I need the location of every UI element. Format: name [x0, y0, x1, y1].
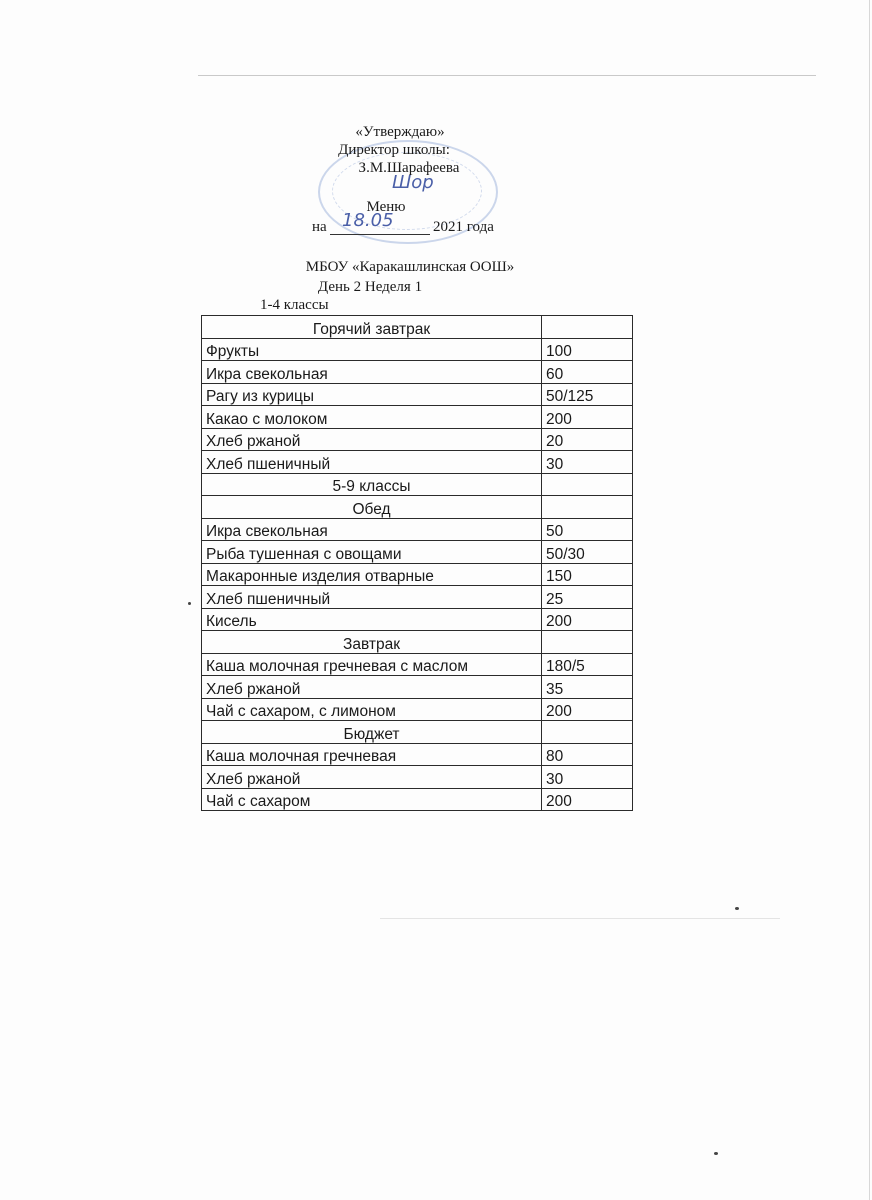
- scan-artifact-bottom-line: [380, 918, 780, 919]
- scan-artifact-edge: [869, 0, 870, 1200]
- portion-size: 30: [542, 451, 633, 474]
- menu-item-row: [202, 653, 633, 676]
- portion-size: [542, 631, 633, 654]
- portion-size: 200: [542, 788, 633, 811]
- portion-size: 50/125: [542, 383, 633, 406]
- menu-section-row: [202, 473, 633, 496]
- dish-name: Кисель: [202, 608, 542, 631]
- director-signature: Шор: [392, 172, 434, 193]
- menu-section-row: [202, 316, 633, 339]
- menu-section-row: [202, 631, 633, 654]
- section-title: Горячий завтрак: [202, 316, 542, 339]
- portion-size: 50: [542, 518, 633, 541]
- menu-item-row: [202, 541, 633, 564]
- portion-size: 200: [542, 406, 633, 429]
- scan-artifact-dot: [735, 907, 739, 910]
- portion-size: 50/30: [542, 541, 633, 564]
- dish-name: Хлеб пшеничный: [202, 586, 542, 609]
- portion-size: 20: [542, 428, 633, 451]
- menu-table-body: [202, 316, 633, 811]
- director-name: З.М.Шарафеева: [358, 160, 460, 176]
- menu-section-row: [202, 496, 633, 519]
- menu-item-row: [202, 676, 633, 699]
- dish-name: Хлеб ржаной: [202, 766, 542, 789]
- menu-title: Меню: [366, 199, 406, 215]
- section-title: Обед: [202, 496, 542, 519]
- dish-name: Каша молочная гречневая с маслом: [202, 653, 542, 676]
- portion-size: 200: [542, 608, 633, 631]
- menu-item-row: [202, 698, 633, 721]
- portion-size: 35: [542, 676, 633, 699]
- section-title: 5-9 классы: [202, 473, 542, 496]
- portion-size: [542, 473, 633, 496]
- date-handwritten: 18.05: [342, 210, 394, 231]
- section-title: Бюджет: [202, 721, 542, 744]
- portion-size: 30: [542, 766, 633, 789]
- menu-item-row: [202, 338, 633, 361]
- dish-name: Рагу из курицы: [202, 383, 542, 406]
- section-title: Завтрак: [202, 631, 542, 654]
- menu-item-row: [202, 451, 633, 474]
- menu-item-row: [202, 428, 633, 451]
- date-prefix: на: [312, 219, 327, 235]
- scan-artifact-dot: [188, 602, 191, 605]
- dish-name: Фрукты: [202, 338, 542, 361]
- dish-name: Икра свекольная: [202, 361, 542, 384]
- portion-size: [542, 316, 633, 339]
- dish-name: Рыба тушенная с овощами: [202, 541, 542, 564]
- menu-item-row: [202, 586, 633, 609]
- scan-artifact-top-line: [198, 75, 816, 76]
- portion-size: 180/5: [542, 653, 633, 676]
- portion-size: [542, 721, 633, 744]
- portion-size: 60: [542, 361, 633, 384]
- dish-name: Чай с сахаром: [202, 788, 542, 811]
- menu-item-row: [202, 563, 633, 586]
- menu-item-row: [202, 518, 633, 541]
- dish-name: Какао с молоком: [202, 406, 542, 429]
- menu-item-row: [202, 766, 633, 789]
- portion-size: 150: [542, 563, 633, 586]
- dish-name: Хлеб ржаной: [202, 428, 542, 451]
- dish-name: Макаронные изделия отварные: [202, 563, 542, 586]
- menu-item-row: [202, 383, 633, 406]
- classes-1-4-label: 1-4 классы: [260, 297, 329, 313]
- dish-name: Хлеб ржаной: [202, 676, 542, 699]
- portion-size: 80: [542, 743, 633, 766]
- menu-item-row: [202, 788, 633, 811]
- dish-name: Каша молочная гречневая: [202, 743, 542, 766]
- approve-label: «Утверждаю»: [355, 124, 445, 140]
- scan-artifact-dot: [714, 1152, 718, 1155]
- menu-item-row: [202, 743, 633, 766]
- menu-table: [201, 315, 633, 811]
- portion-size: [542, 496, 633, 519]
- portion-size: 100: [542, 338, 633, 361]
- dish-name: Хлеб пшеничный: [202, 451, 542, 474]
- director-title: Директор школы:: [338, 142, 450, 158]
- day-week: День 2 Неделя 1: [317, 279, 423, 295]
- date-suffix: 2021 года: [433, 219, 494, 235]
- dish-name: Икра свекольная: [202, 518, 542, 541]
- school-name: МБОУ «Каракашлинская ООШ»: [305, 259, 515, 275]
- dish-name: Чай с сахаром, с лимоном: [202, 698, 542, 721]
- menu-item-row: [202, 406, 633, 429]
- menu-item-row: [202, 361, 633, 384]
- portion-size: 200: [542, 698, 633, 721]
- menu-item-row: [202, 608, 633, 631]
- portion-size: 25: [542, 586, 633, 609]
- menu-section-row: [202, 721, 633, 744]
